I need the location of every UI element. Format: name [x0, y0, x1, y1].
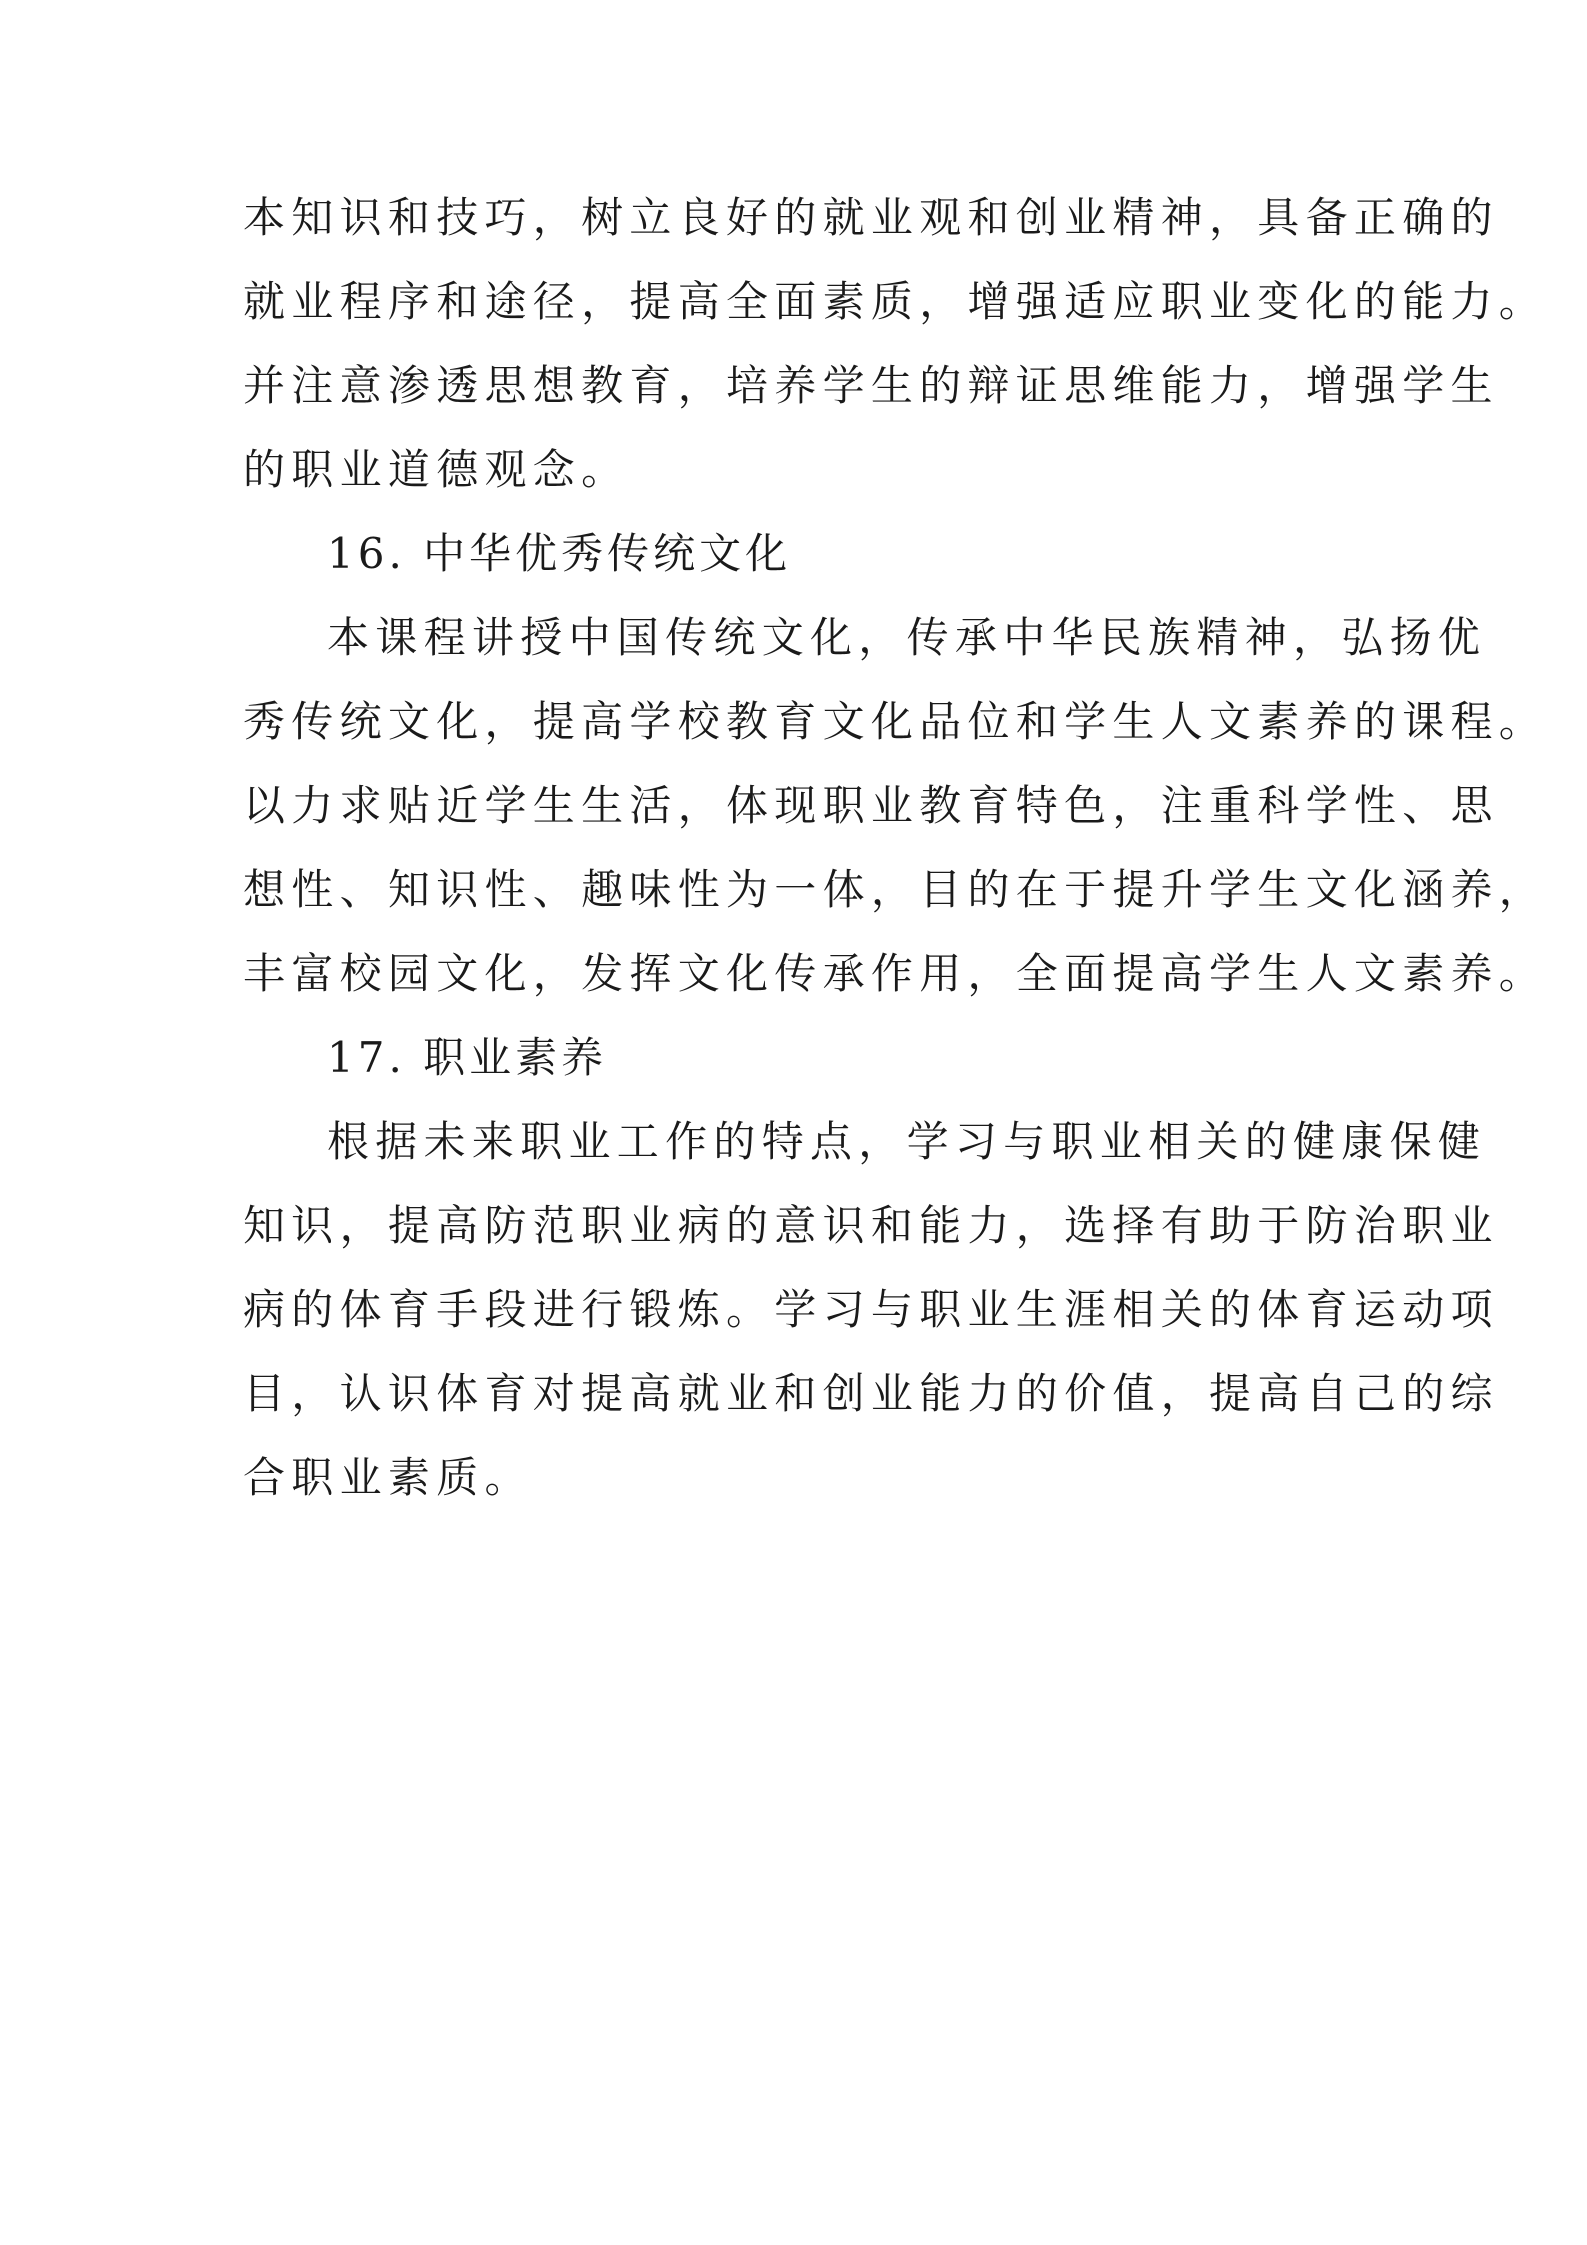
paragraph-line: 丰富校园文化，发挥文化传承作用，全面提高学生人文素养。: [243, 949, 1548, 998]
paragraph-line: 知识，提高防范职业病的意识和能力，选择有助于防治职业: [243, 1201, 1499, 1250]
paragraph-line: 想性、知识性、趣味性为一体，目的在于提升学生文化涵养，: [243, 865, 1548, 914]
paragraph-line: 本课程讲授中国传统文化，传承中华民族精神，弘扬优: [327, 613, 1487, 662]
section-heading-17: 17. 职业素养: [327, 1033, 608, 1082]
paragraph-line: 病的体育手段进行锻炼。学习与职业生涯相关的体育运动项: [243, 1285, 1499, 1334]
paragraph-line: 秀传统文化，提高学校教育文化品位和学生人文素养的课程。: [243, 697, 1548, 746]
paragraph-line: 以力求贴近学生生活，体现职业教育特色，注重科学性、思: [243, 781, 1499, 830]
paragraph-line: 并注意渗透思想教育，培养学生的辩证思维能力，增强学生: [243, 361, 1499, 410]
paragraph-line: 目，认识体育对提高就业和创业能力的价值，提高自己的综: [243, 1369, 1499, 1418]
paragraph-line: 就业程序和途径，提高全面素质，增强适应职业变化的能力。: [243, 277, 1548, 326]
body-text: [243, 188, 1548, 1532]
paragraph-line: 的职业道德观念。: [243, 445, 630, 494]
paragraph-line: 本知识和技巧，树立良好的就业观和创业精神，具备正确的: [243, 193, 1499, 242]
paragraph-line: 根据未来职业工作的特点，学习与职业相关的健康保健: [327, 1117, 1487, 1166]
paragraph-line: 合职业素质。: [243, 1453, 533, 1502]
section-heading-16: 16. 中华优秀传统文化: [327, 529, 792, 578]
